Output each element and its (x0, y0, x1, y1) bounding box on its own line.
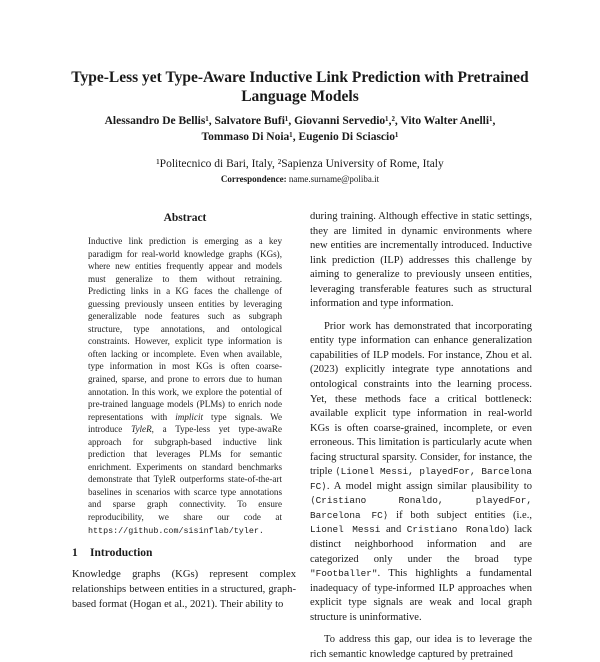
abstract-body (88, 235, 282, 537)
abstract-text-2: type signals. We introduce (88, 411, 282, 435)
col2-p2-text-d: and (380, 524, 407, 536)
abstract-text-1: Inductive link prediction is emerging as a key paradigm for real-world knowledge graphs (KGs), where new entities frequently appear and models must generalize to them without retraining. Predicting links in a KG faces the challenge of guessing previously unseen entities by leveraging generalizable node features such as subgraph structure, type annotations, and ontological constraints. However, explicit type information is often lacking or incomplete. Even when available, type information in most KGs is often coarse-grained, sparse, and prone to errors due to human annotation. In this work, we explore the potential of pre-trained language models (PLMs) to enrich node representations with (88, 236, 282, 422)
right-column (310, 210, 532, 662)
col2-p2-text-b: . A model might assign similar plausibility to (326, 480, 532, 492)
author-list (50, 113, 550, 145)
entity-messi: Lionel Messi (310, 524, 381, 536)
col2-p2-text-a: Prior work has demonstrated that incorporating entity type information can enhance generalization capabilities of ILP models. For instance, Zhou et al. (2023) explicitly integrate type annotations and ontological constraints into the learning process. Yet, these methods face a critical bottleneck: available explicit type information in real-world KGs is often coarse-grained, incomplete, or even erroneous. This limitation is particularly acute when facing structural sparsity. Consider, for instance, the triple (310, 320, 532, 478)
col2-paragraph-1: during training. Although effective in static settings, they are limited in dynamic environments where new entities are incrementally introduced. Inductive link prediction (ILP) addresses this challenge by aiming to generalize to previously unseen entities, leveraging transferable features such as structural information and type information. (310, 211, 532, 310)
affiliations: ¹Politecnico di Bari, Italy, ²Sapienza University of Rome, Italy (156, 158, 444, 170)
col2-paragraph-3: To address this gap, our idea is to leverage the rich semantic knowledge captured by pretrained (310, 634, 532, 660)
abstract-tyler: TyleR (131, 424, 152, 435)
authors-line-1: Alessandro De Bellis¹, Salvatore Bufi¹, Giovanni Servedio¹,², Vito Walter Anelli¹, (104, 115, 496, 127)
correspondence-label: Correspondence: (220, 174, 287, 184)
entity-ronaldo: Cristiano Ronaldo (406, 524, 506, 536)
intro-paragraph: Knowledge graphs (KGs) represent complex relationships between entities in a structured, graph-based format (Hogan et al., 2021). Their ability to (72, 569, 296, 610)
col2-p2-text-c: if both subject entities (i.e., (388, 509, 533, 521)
triple-ronaldo: ⟨Cristiano Ronaldo, playedFor, Barcelona FC⟩ (310, 495, 532, 521)
triple-messi: ⟨Lionel Messi, playedFor, Barcelona FC⟩ (310, 466, 532, 492)
paper-title: Type-Less yet Type-Aware Inductive Link Prediction with Pretrained Language Models (71, 69, 529, 105)
abstract-implicit: implicit (175, 411, 204, 422)
intro-section-title: Introduction (90, 547, 153, 559)
authors-line-2: Tommaso Di Noia¹, Eugenio Di Sciascio¹ (201, 131, 399, 143)
intro-heading (72, 547, 152, 559)
col2-p2-text-e: ) lack distinct neighborhood information and are categorized only under the broad type (310, 524, 532, 565)
intro-section-number: 1 (72, 547, 78, 559)
type-footballer: "Footballer" (310, 568, 378, 580)
abstract-heading: Abstract (163, 212, 207, 224)
correspondence-email[interactable]: name.surname@poliba.it (288, 174, 380, 184)
col2-paragraph-2 (310, 320, 532, 625)
code-url-link[interactable]: https://github.com/sisinflab/tyler. (88, 525, 264, 536)
col2-p2-text-f: . This highlights a fundamental inadequacy of type-informed ILP approaches when explicit type signals are weak and local graph structure is uninformative. (310, 568, 532, 623)
abstract-text-3: , a Type-less yet type-awaRe approach for subgraph-based inductive link prediction that leverages PLMs for semantic enrichment. Experiments on standard benchmarks demonstrate that TyleR outperforms state-of-the-art baselines in scenarios with scarce type annotations and sparse graph connectivity. To ensure reproducibility, we share our code at (88, 424, 282, 523)
correspondence (50, 172, 550, 186)
